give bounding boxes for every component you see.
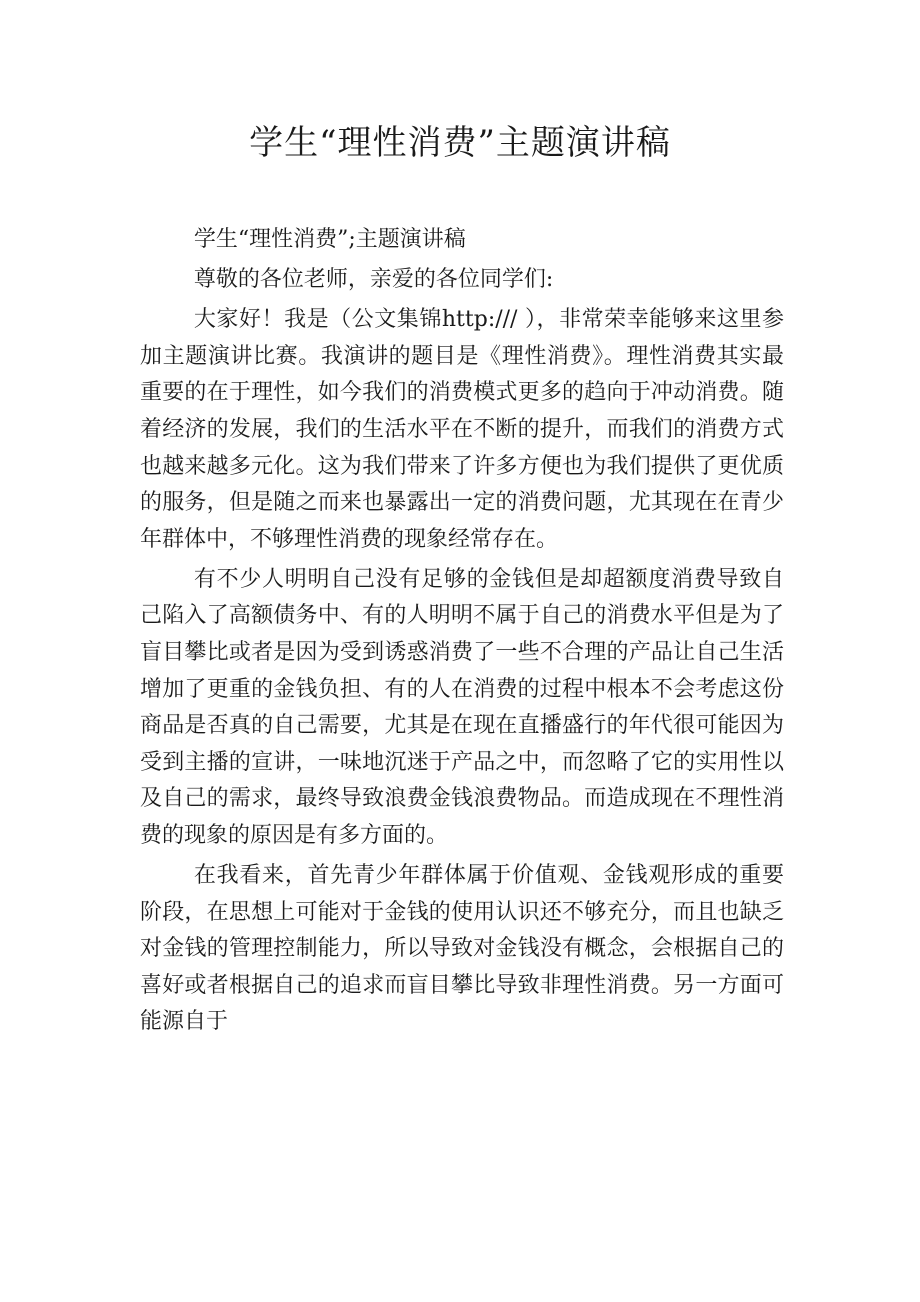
document-subtitle: 学生“理性消费”;主题演讲稿 bbox=[193, 227, 466, 252]
paragraph-reasons: 在我看来，首先青少年群体属于价值观、金钱观形成的重要阶段，在思想上可能对于金钱的使用认识还不够充分，而且也缺乏对金钱的管理控制能力，所以导致对金钱没有概念，会根据自己的喜好或者根据自己的追求而盲目攀比导致非理性消费。另一方面可能源自于 bbox=[140, 863, 784, 1035]
salutation: 尊敬的各位老师，亲爱的各位同学们: bbox=[193, 267, 554, 293]
paragraph-examples: 有不少人明明自己没有足够的金钱但是却超额度消费导致自己陷入了高额债务中、有的人明明不属于自己的消费水平但是为了盲目攀比或者是因为受到诱惑消费了一些不合理的产品让自己生活增加了更重的金钱负担、有的人在消费的过程中根本不会考虑这份商品是否真的自己需要，尤其是在现在直播盛行的年代很可能因为受到主播的宣讲，一味地沉迷于产品之中，而忽略了它的实用性以及自己的需求，最终导致浪费金钱浪费物品。而造成现在不理性消费的现象的原因是有多方面的。 bbox=[140, 566, 784, 848]
document-title: 学生“理性消费”主题演讲稿 bbox=[249, 123, 671, 163]
document-body bbox=[140, 222, 784, 1045]
paragraph-intro: 大家好！我是（公文集锦http:/// ），非常荣幸能够来这里参加主题演讲比赛。我演讲的题目是《理性消费》。理性消费其实最重要的在于理性，如今我们的消费模式更多的趋向于冲动消费。随着经济的发展，我们的生活水平在不断的提升，而我们的消费方式也越来越多元化。这为我们带来了许多方便也为我们提供了更优质的服务，但是随之而来也暴露出一定的消费问题，尤其现在在青少年群体中，不够理性消费的现象经常存在。 bbox=[140, 307, 784, 552]
